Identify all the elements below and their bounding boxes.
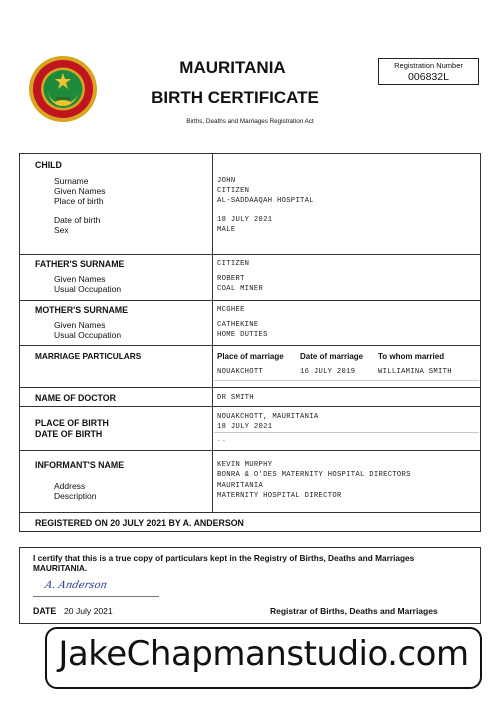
birth-extra-value: -- bbox=[217, 438, 227, 446]
informant-description-label: Description bbox=[54, 491, 97, 501]
informant-organisation-value: BONRA & O'DES MATERNITY HOSPITAL DIRECTORS bbox=[217, 471, 411, 479]
row-divider-birth bbox=[19, 406, 481, 407]
mother-occupation-value: HOME DUTIES bbox=[217, 331, 268, 339]
father-given-label: Given Names bbox=[54, 274, 106, 284]
informant-description-value: MATERNITY HOSPITAL DIRECTOR bbox=[217, 492, 342, 500]
document-title: BIRTH CERTIFICATE bbox=[151, 88, 319, 107]
registration-number-box bbox=[378, 58, 479, 85]
father-surname-value: CITIZEN bbox=[217, 260, 250, 268]
marriage-heading: MARRIAGE PARTICULARS bbox=[35, 351, 142, 361]
place-of-birth-heading: PLACE OF BIRTH bbox=[35, 418, 109, 428]
father-occupation-value: COAL MINER bbox=[217, 285, 264, 293]
child-surname-label: Surname bbox=[54, 176, 89, 186]
column-divider bbox=[212, 153, 213, 513]
birth-date-underline bbox=[214, 432, 479, 433]
child-sex-label: Sex bbox=[54, 225, 69, 235]
child-given-value: CITIZEN bbox=[217, 187, 250, 195]
row-divider-informant bbox=[19, 450, 481, 451]
informant-address-value: MAURITANIA bbox=[217, 482, 264, 490]
child-surname-value: JOHN bbox=[217, 177, 236, 185]
row-divider-marriage bbox=[19, 345, 481, 346]
marriage-place-column: Place of marriage bbox=[217, 352, 284, 361]
child-place-label: Place of birth bbox=[54, 196, 104, 206]
marriage-underline bbox=[214, 380, 479, 381]
row-divider-doctor bbox=[19, 387, 481, 388]
date-of-birth-value: 18 JULY 2021 bbox=[217, 423, 273, 431]
registration-number-value: 006832L bbox=[408, 71, 449, 83]
registration-number-label: Registration Number bbox=[394, 61, 463, 70]
certify-line-1: I certify that this is a true copy of particulars kept in the Registry of Births, Deaths and Marriages bbox=[33, 553, 415, 563]
certify-date-value: 20 July 2021 bbox=[64, 606, 113, 616]
child-given-label: Given Names bbox=[54, 186, 106, 196]
child-heading: CHILD bbox=[35, 160, 62, 170]
registration-act: Births, Deaths and Marriages Registration Act bbox=[186, 118, 314, 125]
registrar-signature: A. Anderson bbox=[43, 580, 109, 591]
mother-given-label: Given Names bbox=[54, 320, 106, 330]
informant-name-value: KEVIN MURPHY bbox=[217, 461, 273, 469]
marriage-whom-column: To whom married bbox=[378, 352, 445, 361]
father-given-value: ROBERT bbox=[217, 275, 245, 283]
row-divider-mother bbox=[19, 300, 481, 301]
signature-underline bbox=[33, 596, 159, 597]
child-date-value: 18 JULY 2021 bbox=[217, 216, 273, 224]
certify-date-label: DATE bbox=[33, 606, 57, 616]
child-place-value: AL-SADDAAQAH HOSPITAL bbox=[217, 197, 314, 205]
watermark-text: JakeChapmanstudio.com bbox=[58, 634, 469, 674]
father-heading: FATHER'S SURNAME bbox=[35, 259, 125, 269]
country-title: MAURITANIA bbox=[179, 58, 286, 77]
marriage-date-column: Date of marriage bbox=[300, 352, 364, 361]
row-divider-registered bbox=[19, 512, 481, 513]
place-of-birth-value: NOUAKCHOTT, MAURITANIA bbox=[217, 413, 319, 421]
marriage-whom-value: WILLIAMINA SMITH bbox=[378, 368, 452, 376]
informant-heading: INFORMANT'S NAME bbox=[35, 460, 125, 470]
child-sex-value: MALE bbox=[217, 226, 236, 234]
registrar-title: Registrar of Births, Deaths and Marriages bbox=[270, 606, 438, 616]
father-occupation-label: Usual Occupation bbox=[54, 284, 122, 294]
certify-line-2: MAURITANIA. bbox=[33, 563, 88, 573]
child-date-label: Date of birth bbox=[54, 215, 101, 225]
mother-surname-value: MCGHEE bbox=[217, 306, 245, 314]
mother-heading: MOTHER'S SURNAME bbox=[35, 305, 128, 315]
marriage-place-value: NOUAKCHOTT bbox=[217, 368, 264, 376]
informant-address-label: Address bbox=[54, 481, 86, 491]
doctor-value: DR SMITH bbox=[217, 394, 254, 402]
doctor-heading: NAME OF DOCTOR bbox=[35, 393, 116, 403]
date-of-birth-heading: DATE OF BIRTH bbox=[35, 429, 103, 439]
marriage-date-value: 16 JULY 2019 bbox=[300, 368, 356, 376]
coat-of-arms-seal-icon bbox=[28, 55, 98, 123]
mother-given-value: CATHEKINE bbox=[217, 321, 259, 329]
row-divider-father bbox=[19, 254, 481, 255]
registered-statement: REGISTERED ON 20 JULY 2021 BY A. ANDERSON bbox=[35, 518, 244, 528]
mother-occupation-label: Usual Occupation bbox=[54, 330, 122, 340]
